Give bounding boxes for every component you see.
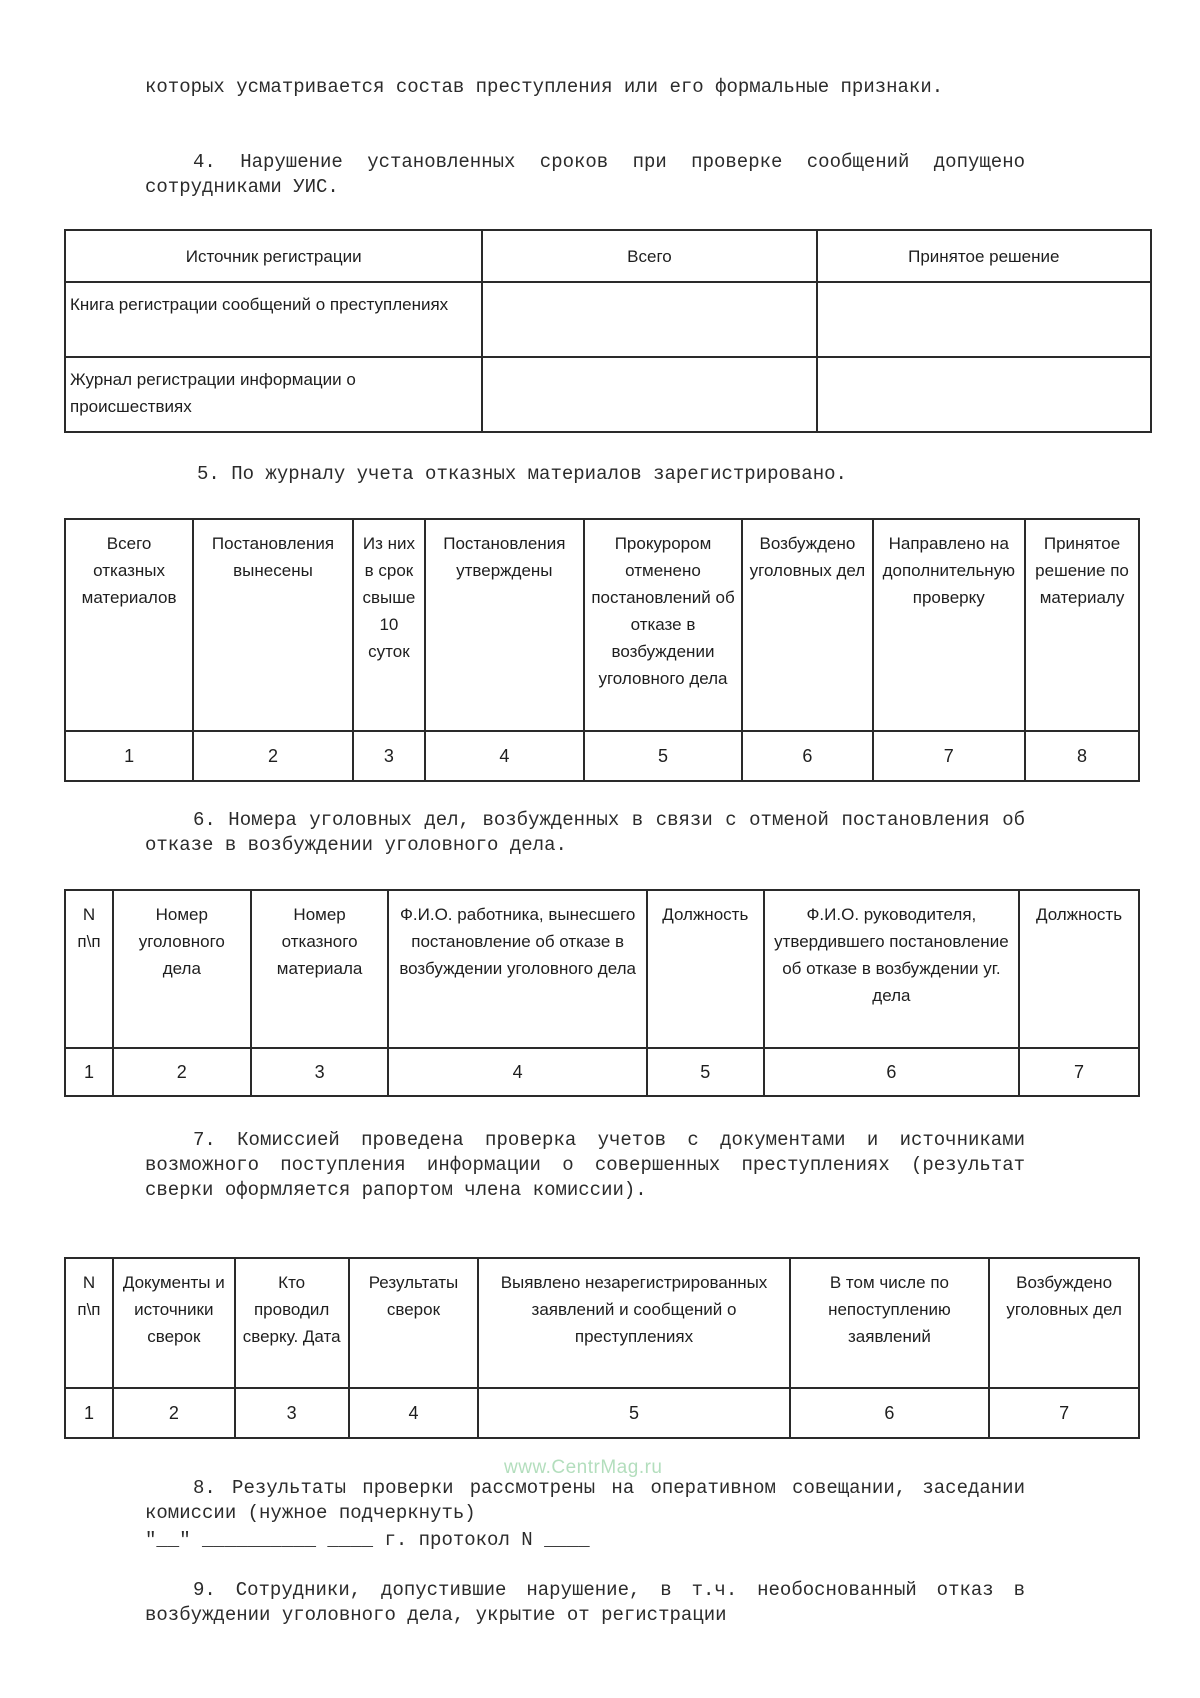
column-number: 4 xyxy=(388,1048,646,1096)
column-number: 2 xyxy=(113,1388,235,1438)
paragraph-6: 6. Номера уголовных дел, возбужденных в связи с отменой постановления об отказе в возбуждении уголовного дела. xyxy=(145,809,1037,856)
intro-paragraph: которых усматривается состав преступления или его формальные признаки. xyxy=(145,76,944,98)
header-cell: Номер отказного материала xyxy=(251,890,389,1048)
header-cell: Постановления утверждены xyxy=(425,519,584,731)
table-cell: Журнал регистрации информации о происшествиях xyxy=(65,357,482,432)
header-cell: В том числе по непоступлению заявлений xyxy=(790,1258,990,1388)
header-cell: Ф.И.О. работника, вынесшего постановление об отказе в возбуждении уголовного дела xyxy=(388,890,646,1048)
column-number: 1 xyxy=(65,731,193,781)
header-cell: Ф.И.О. руководителя, утвердившего постановление об отказе в возбуждении уг. дела xyxy=(764,890,1019,1048)
paragraph-7: 7. Комиссией проведена проверка учетов с документами и источниками возможного поступления информации о совершенных преступлениях (результат сверки оформляется рапортом члена комиссии). xyxy=(145,1129,1037,1201)
header-cell: Направлено на дополнительную проверку xyxy=(873,519,1026,731)
table-cell: Книга регистрации сообщений о преступлениях xyxy=(65,282,482,357)
column-number: 3 xyxy=(353,731,425,781)
table-cell xyxy=(817,282,1151,357)
header-cell: Выявлено незарегистрированных заявлений и сообщений о преступлениях xyxy=(478,1258,789,1388)
paragraph-9: 9. Сотрудники, допустившие нарушение, в т.ч. необоснованный отказ в возбуждении уголовного дела, укрытие от регистрации xyxy=(145,1579,1037,1626)
watermark: www.CentrMag.ru xyxy=(504,1457,663,1478)
header-cell: Всего отказных материалов xyxy=(65,519,193,731)
table-header-row xyxy=(65,1258,1139,1388)
header-cell: Принятое решение по материалу xyxy=(1025,519,1139,731)
table-header-row xyxy=(65,890,1139,1048)
column-number: 7 xyxy=(873,731,1026,781)
header-cell: Постановления вынесены xyxy=(193,519,353,731)
column-number: 3 xyxy=(235,1388,349,1438)
table-cell xyxy=(482,282,816,357)
table-refusal-materials xyxy=(64,518,1140,782)
column-number-row xyxy=(65,731,1139,781)
column-number: 5 xyxy=(584,731,743,781)
table-header-row xyxy=(65,230,1151,282)
header-cell: Прокурором отменено постановлений об отказе в возбуждении уголовного дела xyxy=(584,519,743,731)
column-number: 4 xyxy=(425,731,584,781)
header-cell: Из них в срок свыше 10 суток xyxy=(353,519,425,731)
column-number: 5 xyxy=(647,1048,764,1096)
protocol-line: "__" __________ ____ г. протокол N ____ xyxy=(145,1529,590,1551)
header-cell: N п\п xyxy=(65,890,113,1048)
table-cell xyxy=(817,357,1151,432)
column-number: 7 xyxy=(989,1388,1139,1438)
header-cell: Номер уголовного дела xyxy=(113,890,251,1048)
column-number: 6 xyxy=(790,1388,990,1438)
table-reconciliation xyxy=(64,1257,1140,1439)
table-row xyxy=(65,357,1151,432)
table-criminal-cases xyxy=(64,889,1140,1097)
header-cell: Возбуждено уголовных дел xyxy=(742,519,872,731)
column-number: 2 xyxy=(113,1048,251,1096)
column-number: 3 xyxy=(251,1048,389,1096)
column-number: 8 xyxy=(1025,731,1139,781)
header-cell: Кто проводил сверку. Дата xyxy=(235,1258,349,1388)
column-number-row xyxy=(65,1388,1139,1438)
paragraph-5: 5. По журналу учета отказных материалов зарегистрировано. xyxy=(197,463,847,485)
header-cell: N п\п xyxy=(65,1258,113,1388)
header-cell: Всего xyxy=(482,230,816,282)
column-number: 7 xyxy=(1019,1048,1139,1096)
column-number: 6 xyxy=(742,731,872,781)
column-number: 5 xyxy=(478,1388,789,1438)
header-cell: Принятое решение xyxy=(817,230,1151,282)
header-cell: Результаты сверок xyxy=(349,1258,479,1388)
table-registration-sources xyxy=(64,229,1152,433)
header-cell: Возбуждено уголовных дел xyxy=(989,1258,1139,1388)
paragraph-4: 4. Нарушение установленных сроков при проверке сообщений допущено сотрудниками УИС. xyxy=(145,151,1037,198)
paragraph-8: 8. Результаты проверки рассмотрены на оперативном совещании, заседании комиссии (нужное подчеркнуть) xyxy=(145,1477,1037,1524)
header-cell: Документы и источники сверок xyxy=(113,1258,235,1388)
header-cell: Должность xyxy=(1019,890,1139,1048)
header-cell: Источник регистрации xyxy=(65,230,482,282)
column-number: 1 xyxy=(65,1048,113,1096)
table-cell xyxy=(482,357,816,432)
column-number: 2 xyxy=(193,731,353,781)
column-number: 4 xyxy=(349,1388,479,1438)
column-number-row xyxy=(65,1048,1139,1096)
column-number: 6 xyxy=(764,1048,1019,1096)
table-header-row xyxy=(65,519,1139,731)
table-row xyxy=(65,282,1151,357)
column-number: 1 xyxy=(65,1388,113,1438)
header-cell: Должность xyxy=(647,890,764,1048)
